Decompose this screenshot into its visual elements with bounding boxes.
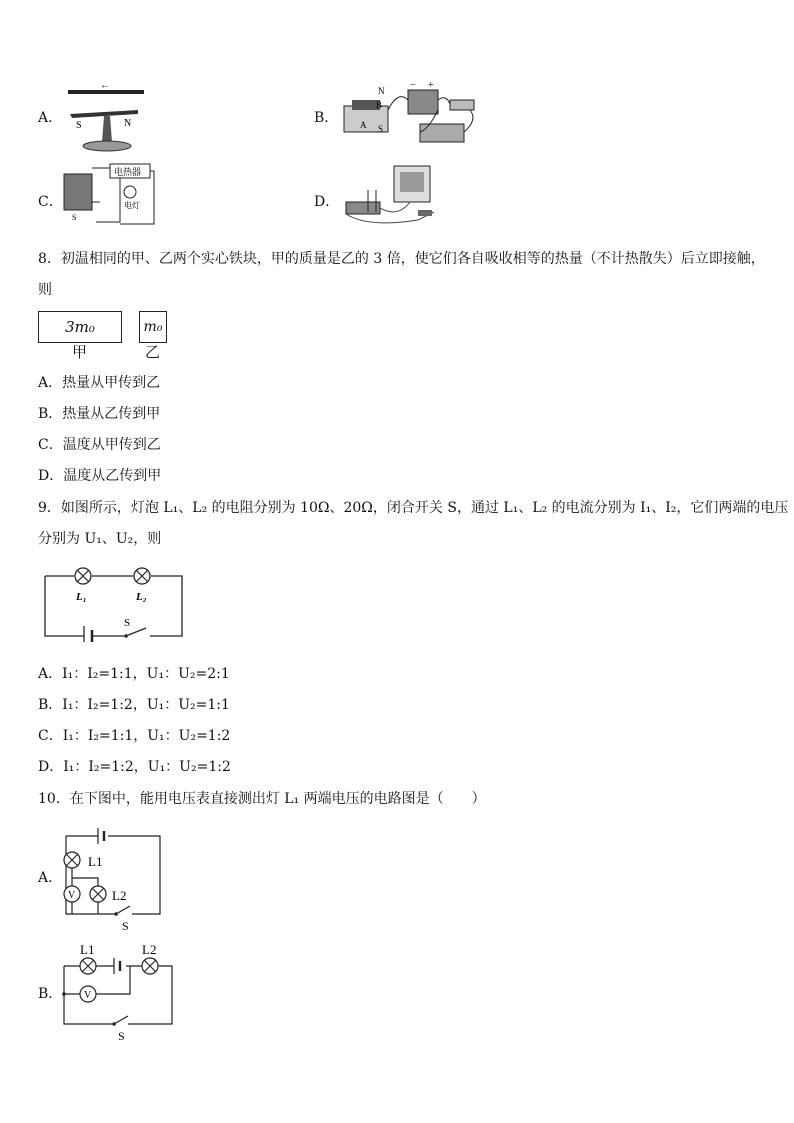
q7-fig-c-lamp-label: 电灯 (124, 201, 140, 210)
q9-lamp-l2-symbol (134, 568, 150, 584)
q7-option-b-letter: B． (314, 110, 339, 126)
q7-fig-d-generator-setup (338, 162, 443, 232)
q7-fig-a-compass-needle (60, 80, 150, 156)
q7-fig-c-relay-circuit (60, 162, 160, 230)
q7-fig-b-a-label: A (360, 120, 367, 130)
q7-option-a-letter: A． (38, 110, 63, 126)
q7-option-d-letter: D． (314, 194, 340, 210)
q8-stem-line-2: 则 (38, 282, 52, 298)
q7-fig-b-electromagnet-setup (338, 80, 483, 150)
q10-option-b-letter: B． (38, 986, 63, 1002)
q8-option-c: C．温度从甲传到乙 (38, 437, 161, 453)
q10b-l1-label: L1 (80, 942, 95, 957)
q8-block-a (38, 311, 122, 343)
q7-fig-b-n-label: N (378, 86, 385, 96)
q9-switch-symbol (124, 628, 146, 638)
q8-option-a: A．热量从甲传到乙 (38, 375, 161, 391)
q8-stem-line-1: 8．初温相同的甲、乙两个实心铁块，甲的质量是乙的 3 倍，使它们各自吸收相等的热量（不计热散失）后立即接触， (38, 251, 765, 267)
q9-option-d: D．I₁：I₂=1:2，U₁：U₂=1:2 (38, 759, 231, 775)
q7-fig-c-heater-label: 电热器 (114, 167, 142, 177)
q7-fig-b-plus-label: + (428, 80, 434, 91)
q9-lamp-l1-symbol (75, 568, 91, 584)
q9-option-a: A．I₁：I₂=1:1，U₁：U₂=2:1 (38, 666, 230, 682)
q10b-l2-label: L2 (142, 942, 157, 957)
q10a-s-label: S (122, 919, 129, 933)
q9-series-circuit-diagram (38, 560, 188, 642)
q10a-voltmeter-label: V (68, 890, 76, 901)
q8-block-a-mass: 3m₀ (65, 318, 95, 336)
q7-fig-c-switch-label: S (72, 213, 77, 222)
q7-fig-b-minus-label: − (410, 80, 416, 91)
q8-block-b-mass: m₀ (143, 319, 163, 335)
q10b-voltmeter-label: V (84, 990, 92, 1001)
q9-option-c: C．I₁：I₂=1:1，U₁：U₂=1:2 (38, 728, 231, 744)
q9-stem-line-1: 9．如图所示，灯泡 L₁、L₂ 的电阻分别为 10Ω、20Ω，闭合开关 S，通过 L₁、L₂ 的电流分别为 I₁、I₂，它们两端的电压 (38, 500, 789, 516)
q10-stem: 10．在下图中，能用电压表直接测出灯 L₁ 两端电压的电路图是（ ） (38, 791, 486, 807)
q10-fig-a-circuit (58, 822, 168, 934)
q8-block-a-label: 甲 (72, 343, 88, 361)
q9-l2-label: L₂ (136, 591, 147, 603)
q10-fig-b-circuit (58, 938, 182, 1042)
q7-fig-a-s-label: S (76, 120, 82, 131)
q9-s-label: S (124, 617, 131, 629)
q9-option-b: B．I₁：I₂=1:2，U₁：U₂=1:1 (38, 697, 230, 713)
q10a-l2-label: L2 (112, 888, 127, 903)
q9-l1-label: L₁ (76, 591, 87, 603)
q7-fig-b-b-label: B (376, 100, 383, 110)
q9-stem-line-2: 分别为 U₁、U₂，则 (38, 531, 162, 547)
q7-fig-a-arrow-label: ← (100, 80, 110, 91)
q8-option-b: B．热量从乙传到甲 (38, 406, 161, 422)
q7-fig-b-s-label: S (378, 124, 384, 134)
q10a-l1-label: L1 (88, 854, 103, 869)
q8-option-d: D．温度从乙传到甲 (38, 468, 162, 484)
q7-fig-a-n-label: N (124, 118, 132, 129)
q7-option-c-letter: C． (38, 194, 63, 210)
q8-block-b-label: 乙 (145, 343, 161, 361)
q10-option-a-letter: A． (38, 870, 63, 886)
q10b-s-label: S (118, 1029, 125, 1042)
q9-battery-symbol (84, 626, 92, 642)
q8-block-b (139, 311, 167, 343)
